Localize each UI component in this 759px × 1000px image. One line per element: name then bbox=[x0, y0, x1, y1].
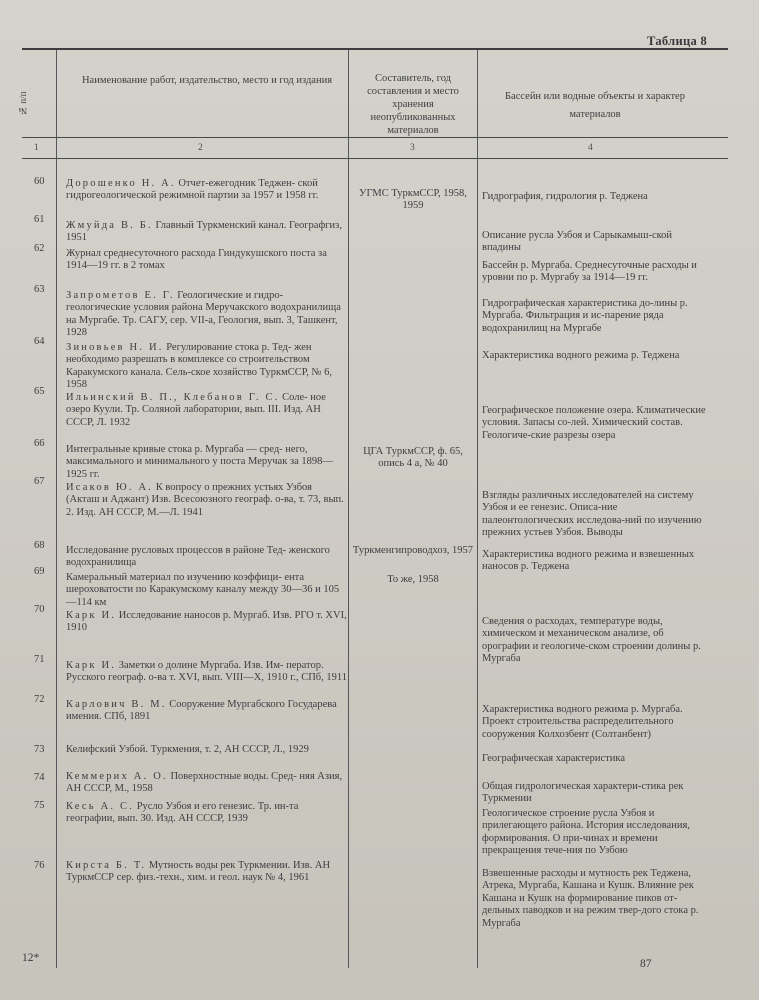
row-author: Ильинский В. П., Клебанов Г. С. bbox=[66, 392, 280, 403]
row-author: Карлович В. М. bbox=[66, 699, 167, 710]
row-basin: Гидрографическая характеристика до-лины р. Мургаба. Фильтрация и ис-парение ряда водохранилищ на Мургабе bbox=[482, 298, 688, 334]
row-title: Жмуйда В. Б. Главный Туркменский канал. Географгиз, 1951 bbox=[66, 220, 342, 244]
page-number: 87 bbox=[640, 958, 652, 970]
row-compiler: Туркменгипроводхоз, 1957 bbox=[352, 545, 474, 556]
column-divider-2 bbox=[348, 50, 349, 968]
table-label: Таблица 8 bbox=[647, 34, 707, 48]
column-number-4: 4 bbox=[588, 143, 593, 153]
row-author: Карк И. bbox=[66, 660, 117, 671]
row-basin: Описание русла Узбоя и Сарыкамыш-ской впадины bbox=[482, 230, 673, 254]
row-title: Запрометов Е. Г. Геологические и гидро- геологические условия района Меручакского водохранилища на Мургабе. Тр. САГУ, сер. VII-а, Геология, вып. 3, Ташкент, 1928 bbox=[66, 290, 341, 339]
row-basin: Географическое положение озера. Климатические условия. Запасы со-лей. Химический состав. Геологиче-ские разрезы озера bbox=[482, 405, 706, 441]
row-basin: Общая гидрологическая характери-стика рек Туркмении bbox=[482, 781, 684, 805]
row-title: Дорошенко Н. А. Отчет-ежегодник Теджен- ской гидрогеологической режимной партии за 1957 и 1958 гг. bbox=[66, 178, 319, 202]
row-number: 71 bbox=[34, 654, 45, 665]
table-top-rule bbox=[22, 48, 728, 50]
row-author: Кирста Б. Т. bbox=[66, 860, 147, 871]
header-title: Наименование работ, издательство, место и год издания bbox=[81, 75, 333, 86]
row-title: Карк И. Исследование наносов р. Мургаб. Изв. РГО т. XVI, 1910 bbox=[66, 610, 347, 634]
row-title: Кесь А. С. Русло Узбоя и его генезис. Тр. ин-та географии, вып. 30. Изд. АН СССР, 1939 bbox=[66, 801, 299, 825]
row-compiler: УГМС ТуркмССР, 1958, 1959 bbox=[359, 188, 467, 212]
row-basin: Географическая характеристика bbox=[482, 753, 625, 764]
row-number: 72 bbox=[34, 694, 45, 705]
row-number: 64 bbox=[34, 336, 45, 347]
row-title: Интегральные кривые стока р. Мургаба — сред- него, максимального и минимального у поста Меручак за 1898—1925 гг. bbox=[66, 444, 333, 480]
row-title: Камеральный материал по изучению коэффици- ента шероховатости по Каракумскому каналу между 30—36 и 105—114 км bbox=[66, 572, 340, 608]
row-number: 73 bbox=[34, 744, 45, 755]
row-title: Кирста Б. Т. Мутность воды рек Туркмении. Изв. АН ТуркмССР сер. физ.-техн., хим. и геол. наук № 4, 1961 bbox=[66, 860, 331, 884]
row-basin: Взвешенные расходы и мутность рек Теджена, Атрека, Мургаба, Кашана и Кушк. Влияние рек Кашана и Кушк на формирование пиков от-дельных паводков и на режим твер-дого стока р. Мургаба bbox=[482, 868, 699, 929]
row-basin: Сведения о расходах, температуре воды, химическом и механическом анализе, об орографии и геологиче-ском строении долины р. Мургаба bbox=[482, 616, 701, 665]
row-author: Исаков Ю. А. bbox=[66, 482, 154, 493]
row-title: Карк И. Заметки о долине Мургаба. Изв. Им- ператор. Русского географ. о-ва т. XVI, вып. VIII—X, 1910 г., СПб, 1911 bbox=[66, 660, 348, 684]
row-title: Ильинский В. П., Клебанов Г. С. Соле- ное озеро Куули. Тр. Соляной лаборатории, вып. III. Изд. АН СССР, Л. 1932 bbox=[66, 392, 326, 428]
row-title: Кеммерих А. О. Поверхностные воды. Сред- няя Азия, АН СССР, М., 1958 bbox=[66, 771, 343, 795]
signature-mark: 12* bbox=[22, 952, 40, 964]
row-number: 70 bbox=[34, 604, 45, 615]
row-basin: Характеристика водного режима и взвешенных наносов р. Теджена bbox=[482, 549, 695, 573]
row-number: 60 bbox=[34, 176, 45, 187]
row-title: Келифский Узбой. Туркмения, т. 2, АН СССР, Л., 1929 bbox=[66, 744, 309, 755]
column-divider-1 bbox=[56, 50, 57, 968]
row-title: Карлович В. М. Сооружение Мургабского Государева имения. СПб, 1891 bbox=[66, 699, 337, 723]
row-title: Исаков Ю. А. К вопросу о прежних устьях Узбоя (Акташ и Аджант) Изв. Всесоюзного географ. о-ва, т. 73, вып. 2. Изд. АН СССР, М.—Л. 1941 bbox=[66, 482, 344, 518]
row-author: Жмуйда В. Б. bbox=[66, 220, 153, 231]
row-author: Запрометов Е. Г. bbox=[66, 290, 175, 301]
row-number: 66 bbox=[34, 438, 45, 449]
row-author: Кесь А. С. bbox=[66, 801, 135, 812]
row-number: 74 bbox=[34, 772, 45, 783]
column-divider-3 bbox=[477, 50, 478, 968]
row-basin: Геологическое строение русла Узбоя и прилегающего района. История исследования, формирования. О при-чинах и времени прекращения тече-ния по Узбою bbox=[482, 808, 690, 857]
row-basin: Характеристика водного режима р. Теджена bbox=[482, 350, 680, 361]
row-author: Кеммерих А. О. bbox=[66, 771, 168, 782]
column-number-rule bbox=[22, 158, 728, 159]
row-basin: Взгляды различных исследователей на систему Узбоя и ее генезис. Описа-ние палеонтологических исследова-ний по изучению прежних устьев Узбоя. Выводы bbox=[482, 490, 702, 539]
row-number: 65 bbox=[34, 386, 45, 397]
row-compiler: То же, 1958 bbox=[387, 574, 439, 585]
header-rule bbox=[22, 137, 728, 138]
row-basin: Характеристика водного режима р. Мургаба. Проект строительства распределительного сооружения Колхозбент (Солтанбент) bbox=[482, 704, 683, 740]
row-number: 67 bbox=[34, 476, 45, 487]
row-compiler: ЦГА ТуркмССР, ф. 65, опись 4 а, № 40 bbox=[363, 446, 463, 470]
row-title: Исследование русловых процессов в районе Тед- женского водохранилища bbox=[66, 545, 330, 569]
column-number-3: 3 bbox=[410, 143, 415, 153]
column-number-1: 1 bbox=[34, 143, 39, 153]
row-number: 69 bbox=[34, 566, 45, 577]
row-title: Журнал среднесуточного расхода Гиндукушского поста за 1914—19 гг. в 2 томах bbox=[66, 248, 327, 272]
row-title: Зиновьев Н. И. Регулирование стока р. Тед- жен необходимо разрешать в комплексе со строительством Каракумского канала. Сель-ское хозяйство ТуркмССР, № 6, 1958 bbox=[66, 342, 333, 391]
row-number: 61 bbox=[34, 214, 45, 225]
row-number: 62 bbox=[34, 243, 45, 254]
header-number: № п/п bbox=[18, 91, 28, 117]
row-author: Зиновьев Н. И. bbox=[66, 342, 164, 353]
row-basin: Бассейн р. Мургаба. Среднесуточные расходы и уровни по р. Мургабу за 1914—19 гг. bbox=[482, 260, 697, 284]
header-basin: Бассейн или водные объекты и характер материалов bbox=[505, 91, 685, 120]
row-author: Дорошенко Н. А. bbox=[66, 178, 176, 189]
row-basin: Гидрография, гидрология р. Теджена bbox=[482, 191, 648, 202]
header-compiler: Составитель, год составления и место хранения неопубликованных материалов bbox=[367, 73, 459, 136]
row-author: Карк И. bbox=[66, 610, 117, 621]
row-number: 68 bbox=[34, 540, 45, 551]
row-number: 76 bbox=[34, 860, 45, 871]
row-number: 75 bbox=[34, 800, 45, 811]
row-number: 63 bbox=[34, 284, 45, 295]
column-number-2: 2 bbox=[198, 143, 203, 153]
